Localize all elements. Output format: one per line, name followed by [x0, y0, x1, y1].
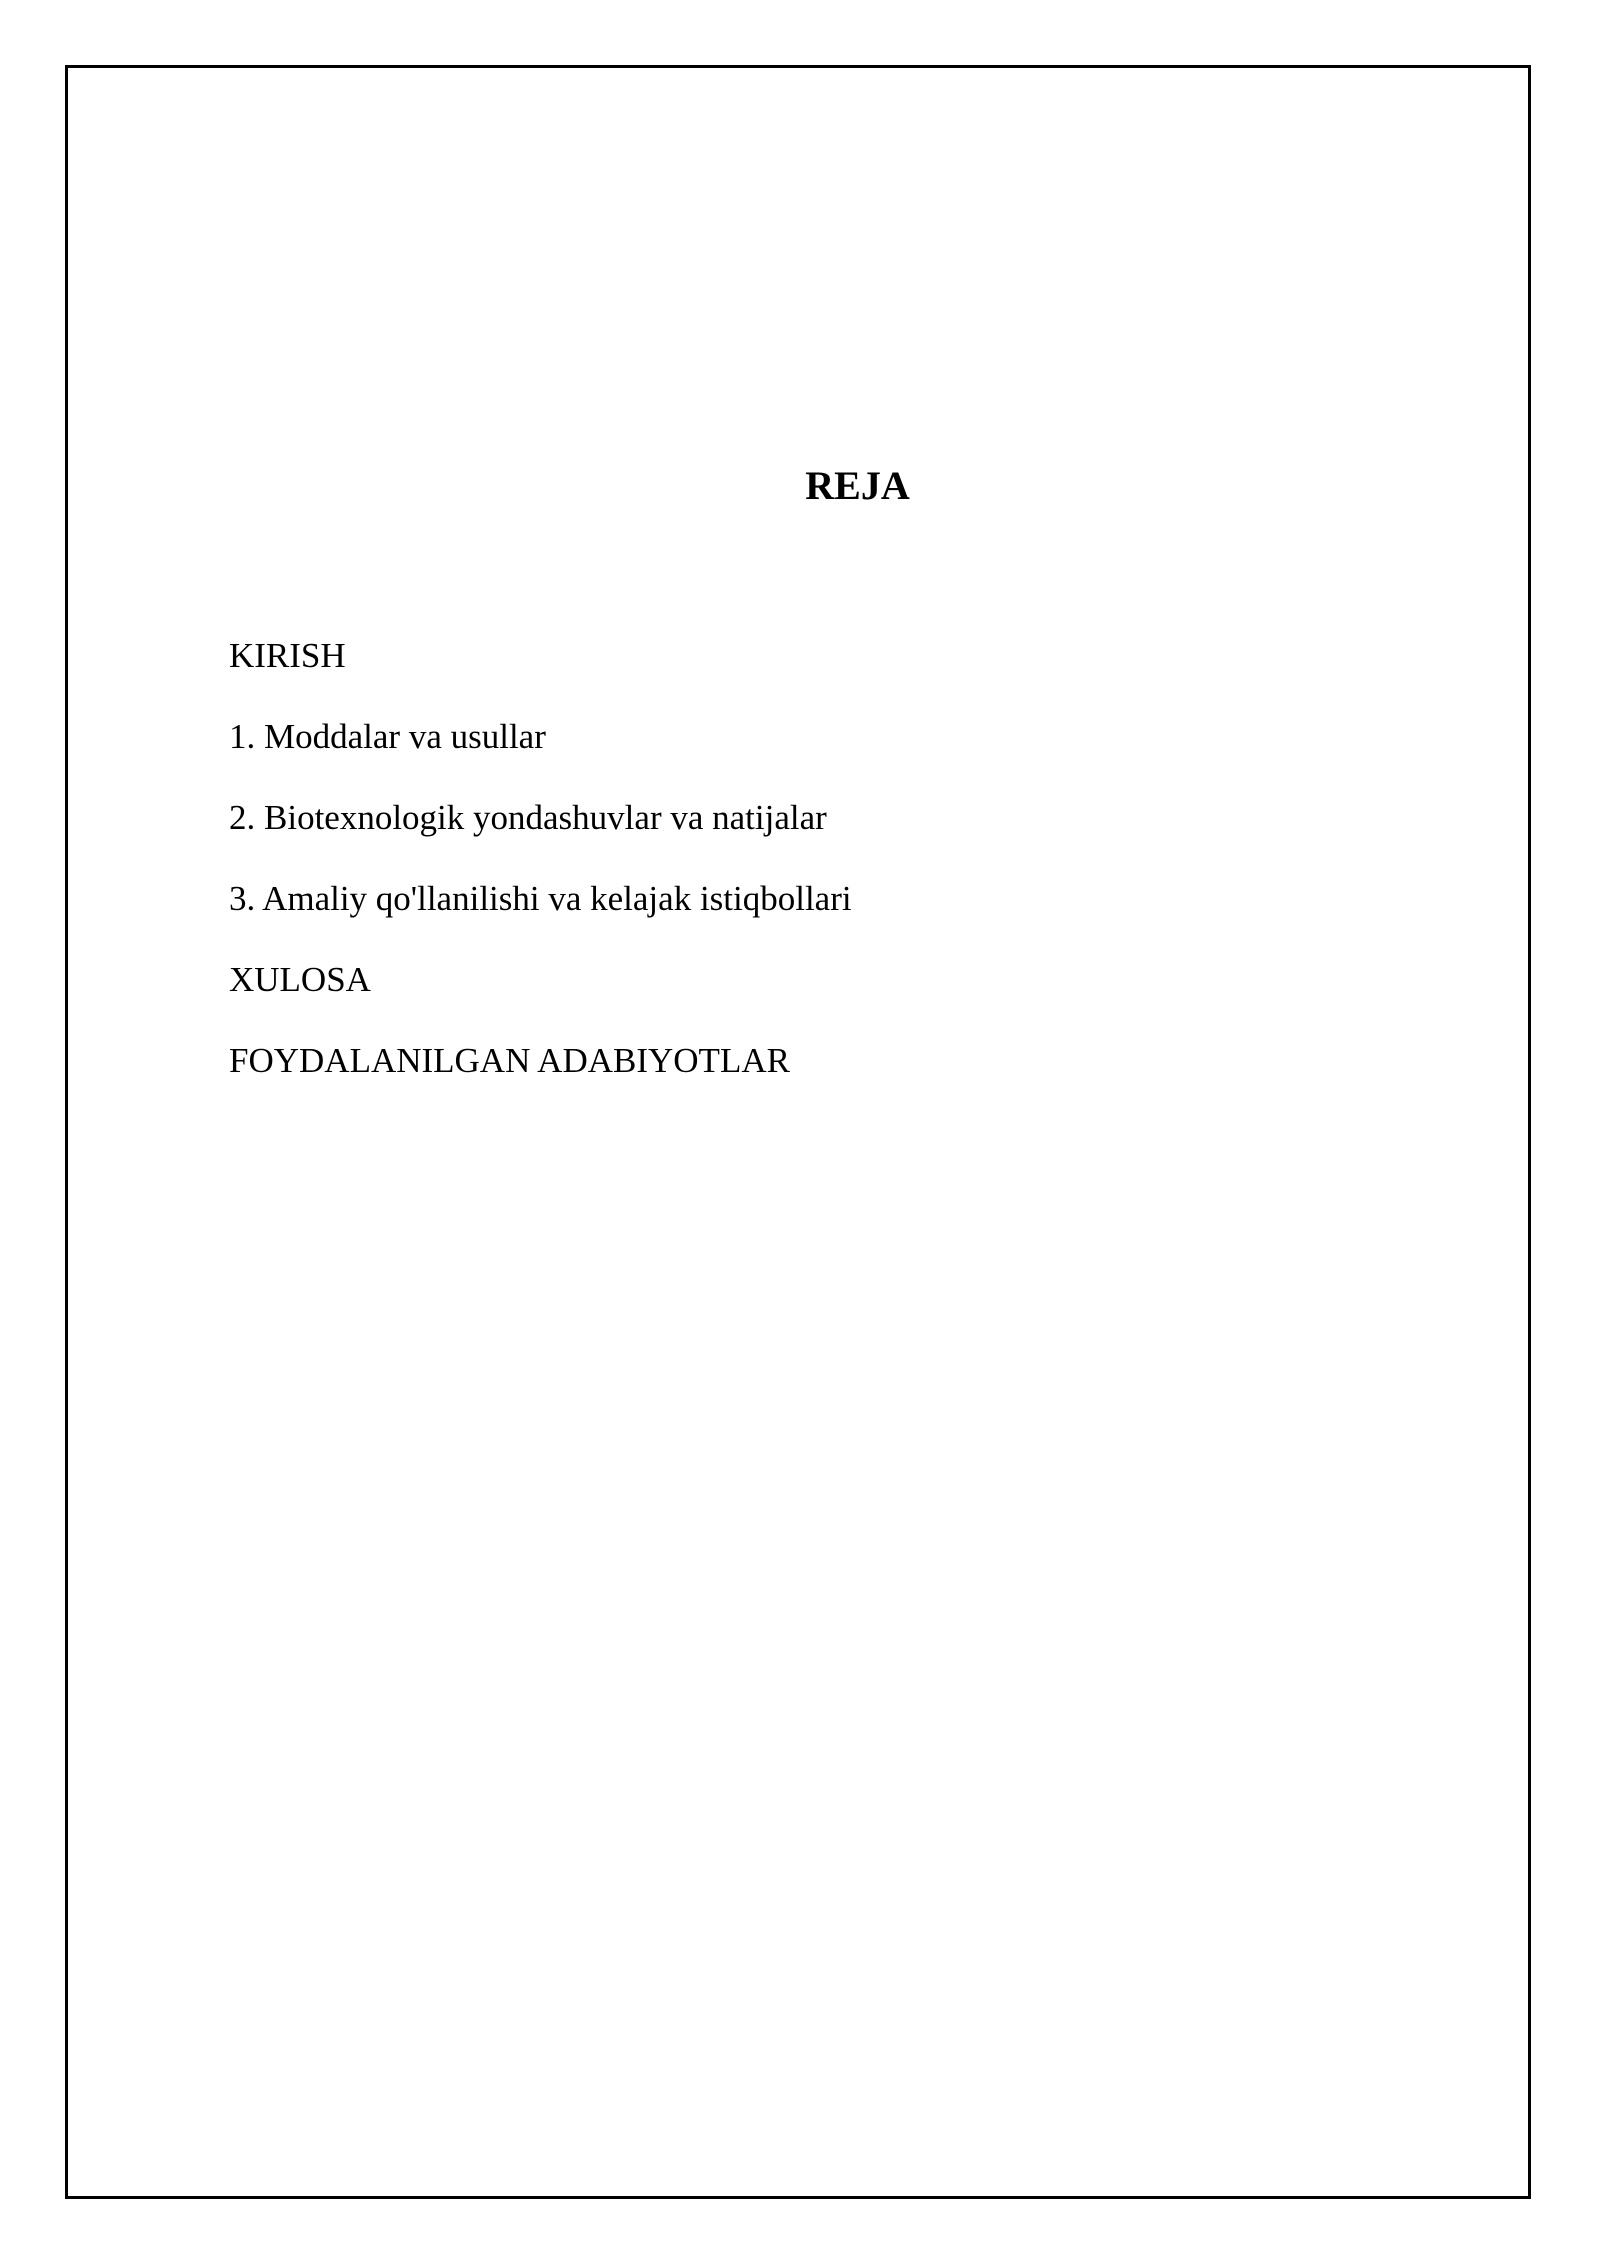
page-border — [65, 65, 1531, 2199]
page-title: REJA — [805, 463, 910, 508]
plan-item-references: FOYDALANILGAN ADABIYOTLAR — [229, 1041, 790, 1080]
plan-item-introduction: KIRISH — [229, 636, 346, 675]
plan-item-3: 3. Amaliy qo'llanilishi va kelajak istiqbollari — [229, 879, 852, 918]
plan-item-1: 1. Moddalar va usullar — [229, 717, 546, 756]
plan-item-conclusion: XULOSA — [229, 960, 371, 999]
plan-list — [229, 636, 852, 1122]
plan-item-2: 2. Biotexnologik yondashuvlar va natijalar — [229, 798, 827, 837]
